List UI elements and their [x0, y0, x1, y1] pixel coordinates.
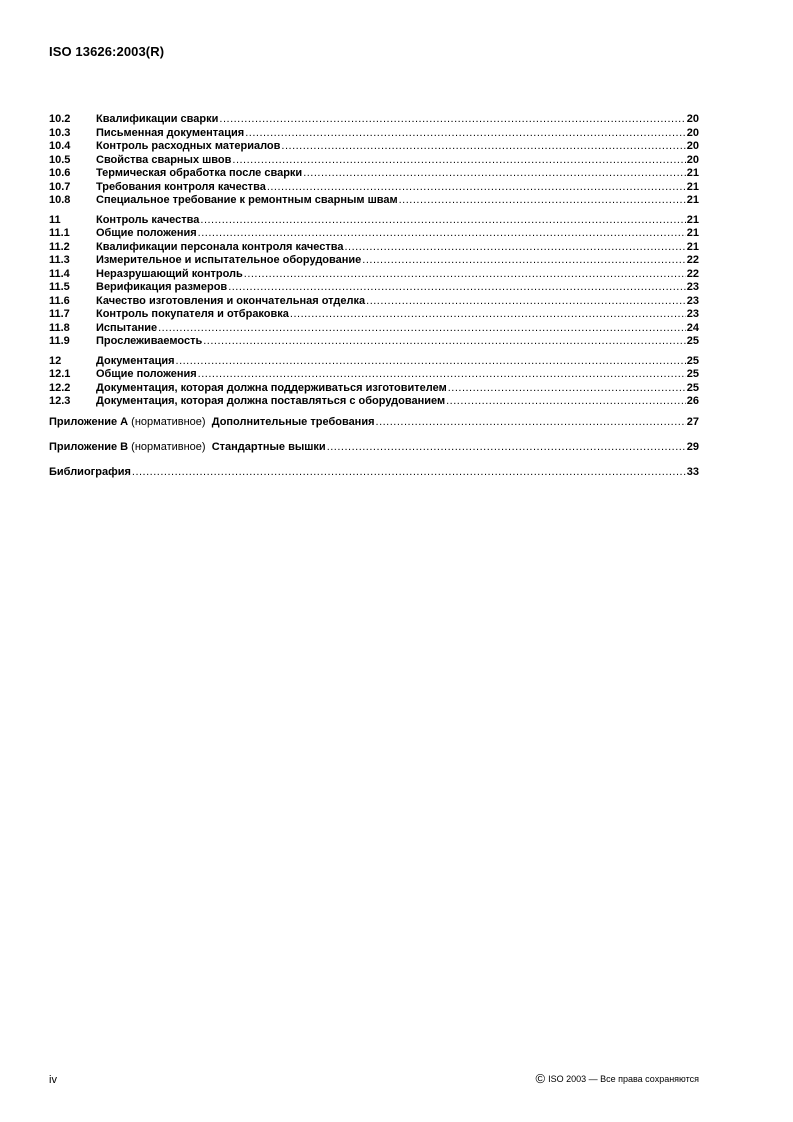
toc-entry-page: 20 — [686, 113, 699, 125]
toc-entry-number: 11.9 — [49, 335, 70, 347]
toc-entry-page: 21 — [686, 227, 699, 239]
document-header: ISO 13626:2003(R) — [49, 44, 165, 59]
leader-dots — [446, 395, 686, 409]
toc-group — [49, 113, 699, 208]
toc-entry-title: Прослеживаемость — [96, 335, 203, 347]
page-number: iv — [49, 1074, 57, 1086]
toc-entry-number: 11.1 — [49, 227, 70, 239]
toc-entry-title: Верификация размеров — [96, 281, 228, 293]
annex-a-page: 27 — [686, 415, 699, 428]
toc-entry-number: 10.3 — [49, 126, 71, 139]
leader-dots — [244, 268, 686, 282]
toc-entry-title: Документация — [96, 354, 175, 367]
toc-entry-number: 11.3 — [49, 254, 70, 266]
toc-entry[interactable] — [49, 254, 699, 268]
leader-dots — [232, 154, 685, 168]
leader-dots — [376, 415, 686, 430]
toc-entry-number: 10.5 — [49, 153, 71, 166]
toc-entry-title: Квалификации персонала контроля качества — [96, 240, 344, 253]
toc-entry[interactable] — [49, 335, 699, 349]
annex-a-label: Приложение А — [49, 415, 129, 428]
toc-entry[interactable] — [49, 322, 699, 336]
toc-entry-page: 24 — [686, 321, 699, 334]
toc-entry-title: Измерительное и испытательное оборудование — [96, 254, 362, 266]
toc-entry-title: Термическая обработка после сварки — [96, 167, 303, 179]
toc-entry-page: 23 — [686, 281, 699, 293]
toc-entry-number: 11.7 — [49, 308, 70, 320]
toc-entry-number: 11.2 — [49, 240, 70, 253]
leader-dots — [344, 241, 685, 255]
annex-b-type: (нормативное) — [131, 440, 206, 453]
leader-dots — [219, 113, 685, 127]
toc-entry-title: Документация, которая должна поставляться с оборудованием — [96, 395, 446, 407]
leader-dots — [228, 281, 686, 295]
toc-entry-title: Свойства сварных швов — [96, 153, 232, 166]
leader-dots — [290, 308, 686, 322]
toc-group — [49, 355, 699, 409]
toc-entry[interactable] — [49, 154, 699, 168]
toc-entry-page: 20 — [686, 153, 699, 166]
leader-dots — [200, 214, 685, 228]
toc-entry-title: Качество изготовления и окончательная отделка — [96, 294, 366, 307]
toc-entry[interactable] — [49, 395, 699, 409]
toc-entry-title: Общие положения — [96, 368, 197, 380]
toc-entry-page: 25 — [686, 381, 699, 394]
toc-entry-page: 25 — [686, 354, 699, 367]
toc-entry-number: 12.3 — [49, 395, 71, 407]
toc-entry-number: 12.1 — [49, 368, 71, 380]
toc-entry-title: Неразрушающий контроль — [96, 267, 243, 280]
table-of-contents — [49, 113, 699, 490]
toc-entry[interactable] — [49, 113, 699, 127]
toc-entry-title: Контроль расходных материалов — [96, 140, 281, 152]
leader-dots — [267, 181, 686, 195]
leader-dots — [448, 382, 686, 396]
toc-entry[interactable] — [49, 268, 699, 282]
toc-annex-a[interactable] — [49, 415, 699, 430]
leader-dots — [362, 254, 685, 268]
toc-entry[interactable] — [49, 140, 699, 154]
annex-b-title: Стандартные вышки — [211, 440, 326, 453]
leader-dots — [158, 322, 686, 336]
leader-dots — [366, 295, 686, 309]
toc-entry-number: 10.8 — [49, 194, 71, 206]
toc-entry-page: 23 — [686, 294, 699, 307]
toc-entry-page: 23 — [686, 308, 699, 320]
toc-entry[interactable] — [49, 181, 699, 195]
toc-entry[interactable] — [49, 368, 699, 382]
toc-group — [49, 214, 699, 349]
copyright-notice — [535, 1072, 699, 1085]
toc-entry-page: 21 — [686, 213, 699, 226]
toc-entry-number: 11.6 — [49, 294, 70, 307]
annex-b-label: Приложение B — [49, 440, 129, 453]
toc-entry-page: 25 — [686, 368, 699, 380]
toc-entry-title: Специальное требование к ремонтным сварным швам — [96, 194, 398, 206]
toc-entry-title: Испытание — [96, 321, 158, 334]
leader-dots — [176, 355, 686, 369]
toc-entry-number: 10.6 — [49, 167, 71, 179]
leader-dots — [132, 465, 686, 480]
annex-b-page: 29 — [686, 440, 699, 453]
toc-entry[interactable] — [49, 127, 699, 141]
toc-entry-page: 20 — [686, 126, 699, 139]
leader-dots — [281, 140, 685, 154]
leader-dots — [198, 368, 686, 382]
toc-entry-title: Документация, которая должна поддерживаться изготовителем — [96, 381, 447, 394]
toc-entry-number: 11.5 — [49, 281, 70, 293]
toc-entry-title: Требования контроля качества — [96, 180, 266, 193]
toc-entry-title: Квалификации сварки — [96, 113, 219, 125]
toc-entry-page: 21 — [686, 240, 699, 253]
toc-entry-number: 12.2 — [49, 381, 71, 394]
toc-entry-number: 11.4 — [49, 267, 70, 280]
bibliography-title: Библиография — [49, 465, 131, 478]
toc-entry-page: 22 — [686, 254, 699, 266]
copyright-icon: © — [535, 1071, 546, 1086]
toc-entry-page: 21 — [686, 194, 699, 206]
toc-entry-page: 21 — [686, 167, 699, 179]
toc-entry-number: 10.4 — [49, 140, 71, 152]
toc-entry[interactable] — [49, 382, 699, 396]
toc-annex-b[interactable] — [49, 440, 699, 455]
toc-entry[interactable] — [49, 281, 699, 295]
toc-entry-page: 20 — [686, 140, 699, 152]
annex-a-title: Дополнительные требования — [211, 415, 375, 428]
toc-entry-number: 11.8 — [49, 321, 70, 334]
toc-entry-number: 10.2 — [49, 113, 71, 125]
copyright-text: ISO 2003 — Все права сохраняются — [548, 1073, 699, 1084]
toc-entry-title: Письменная документация — [96, 126, 245, 139]
leader-dots — [327, 440, 686, 455]
toc-entry[interactable] — [49, 241, 699, 255]
leader-dots — [203, 335, 686, 349]
toc-entry-number: 10.7 — [49, 180, 71, 193]
bibliography-page: 33 — [686, 465, 699, 478]
toc-entry[interactable] — [49, 194, 699, 208]
toc-bibliography[interactable] — [49, 465, 699, 480]
toc-entry[interactable] — [49, 308, 699, 322]
toc-entry[interactable] — [49, 167, 699, 181]
toc-entry-title: Общие положения — [96, 227, 197, 239]
leader-dots — [399, 194, 686, 208]
toc-entry[interactable] — [49, 355, 699, 369]
leader-dots — [198, 227, 686, 241]
toc-entry-title: Контроль покупателя и отбраковка — [96, 308, 289, 320]
toc-entry-number: 12 — [49, 354, 62, 367]
toc-entry-page: 25 — [686, 335, 699, 347]
toc-entry-page: 21 — [686, 180, 699, 193]
toc-entry-page: 22 — [686, 267, 699, 280]
leader-dots — [303, 167, 686, 181]
toc-entry[interactable] — [49, 214, 699, 228]
toc-entry-number: 11 — [49, 213, 61, 226]
toc-entry-page: 26 — [686, 395, 699, 407]
toc-entry[interactable] — [49, 227, 699, 241]
leader-dots — [245, 127, 686, 141]
toc-entry-title: Контроль качества — [96, 213, 200, 226]
annex-a-type: (нормативное) — [131, 415, 206, 428]
toc-entry[interactable] — [49, 295, 699, 309]
